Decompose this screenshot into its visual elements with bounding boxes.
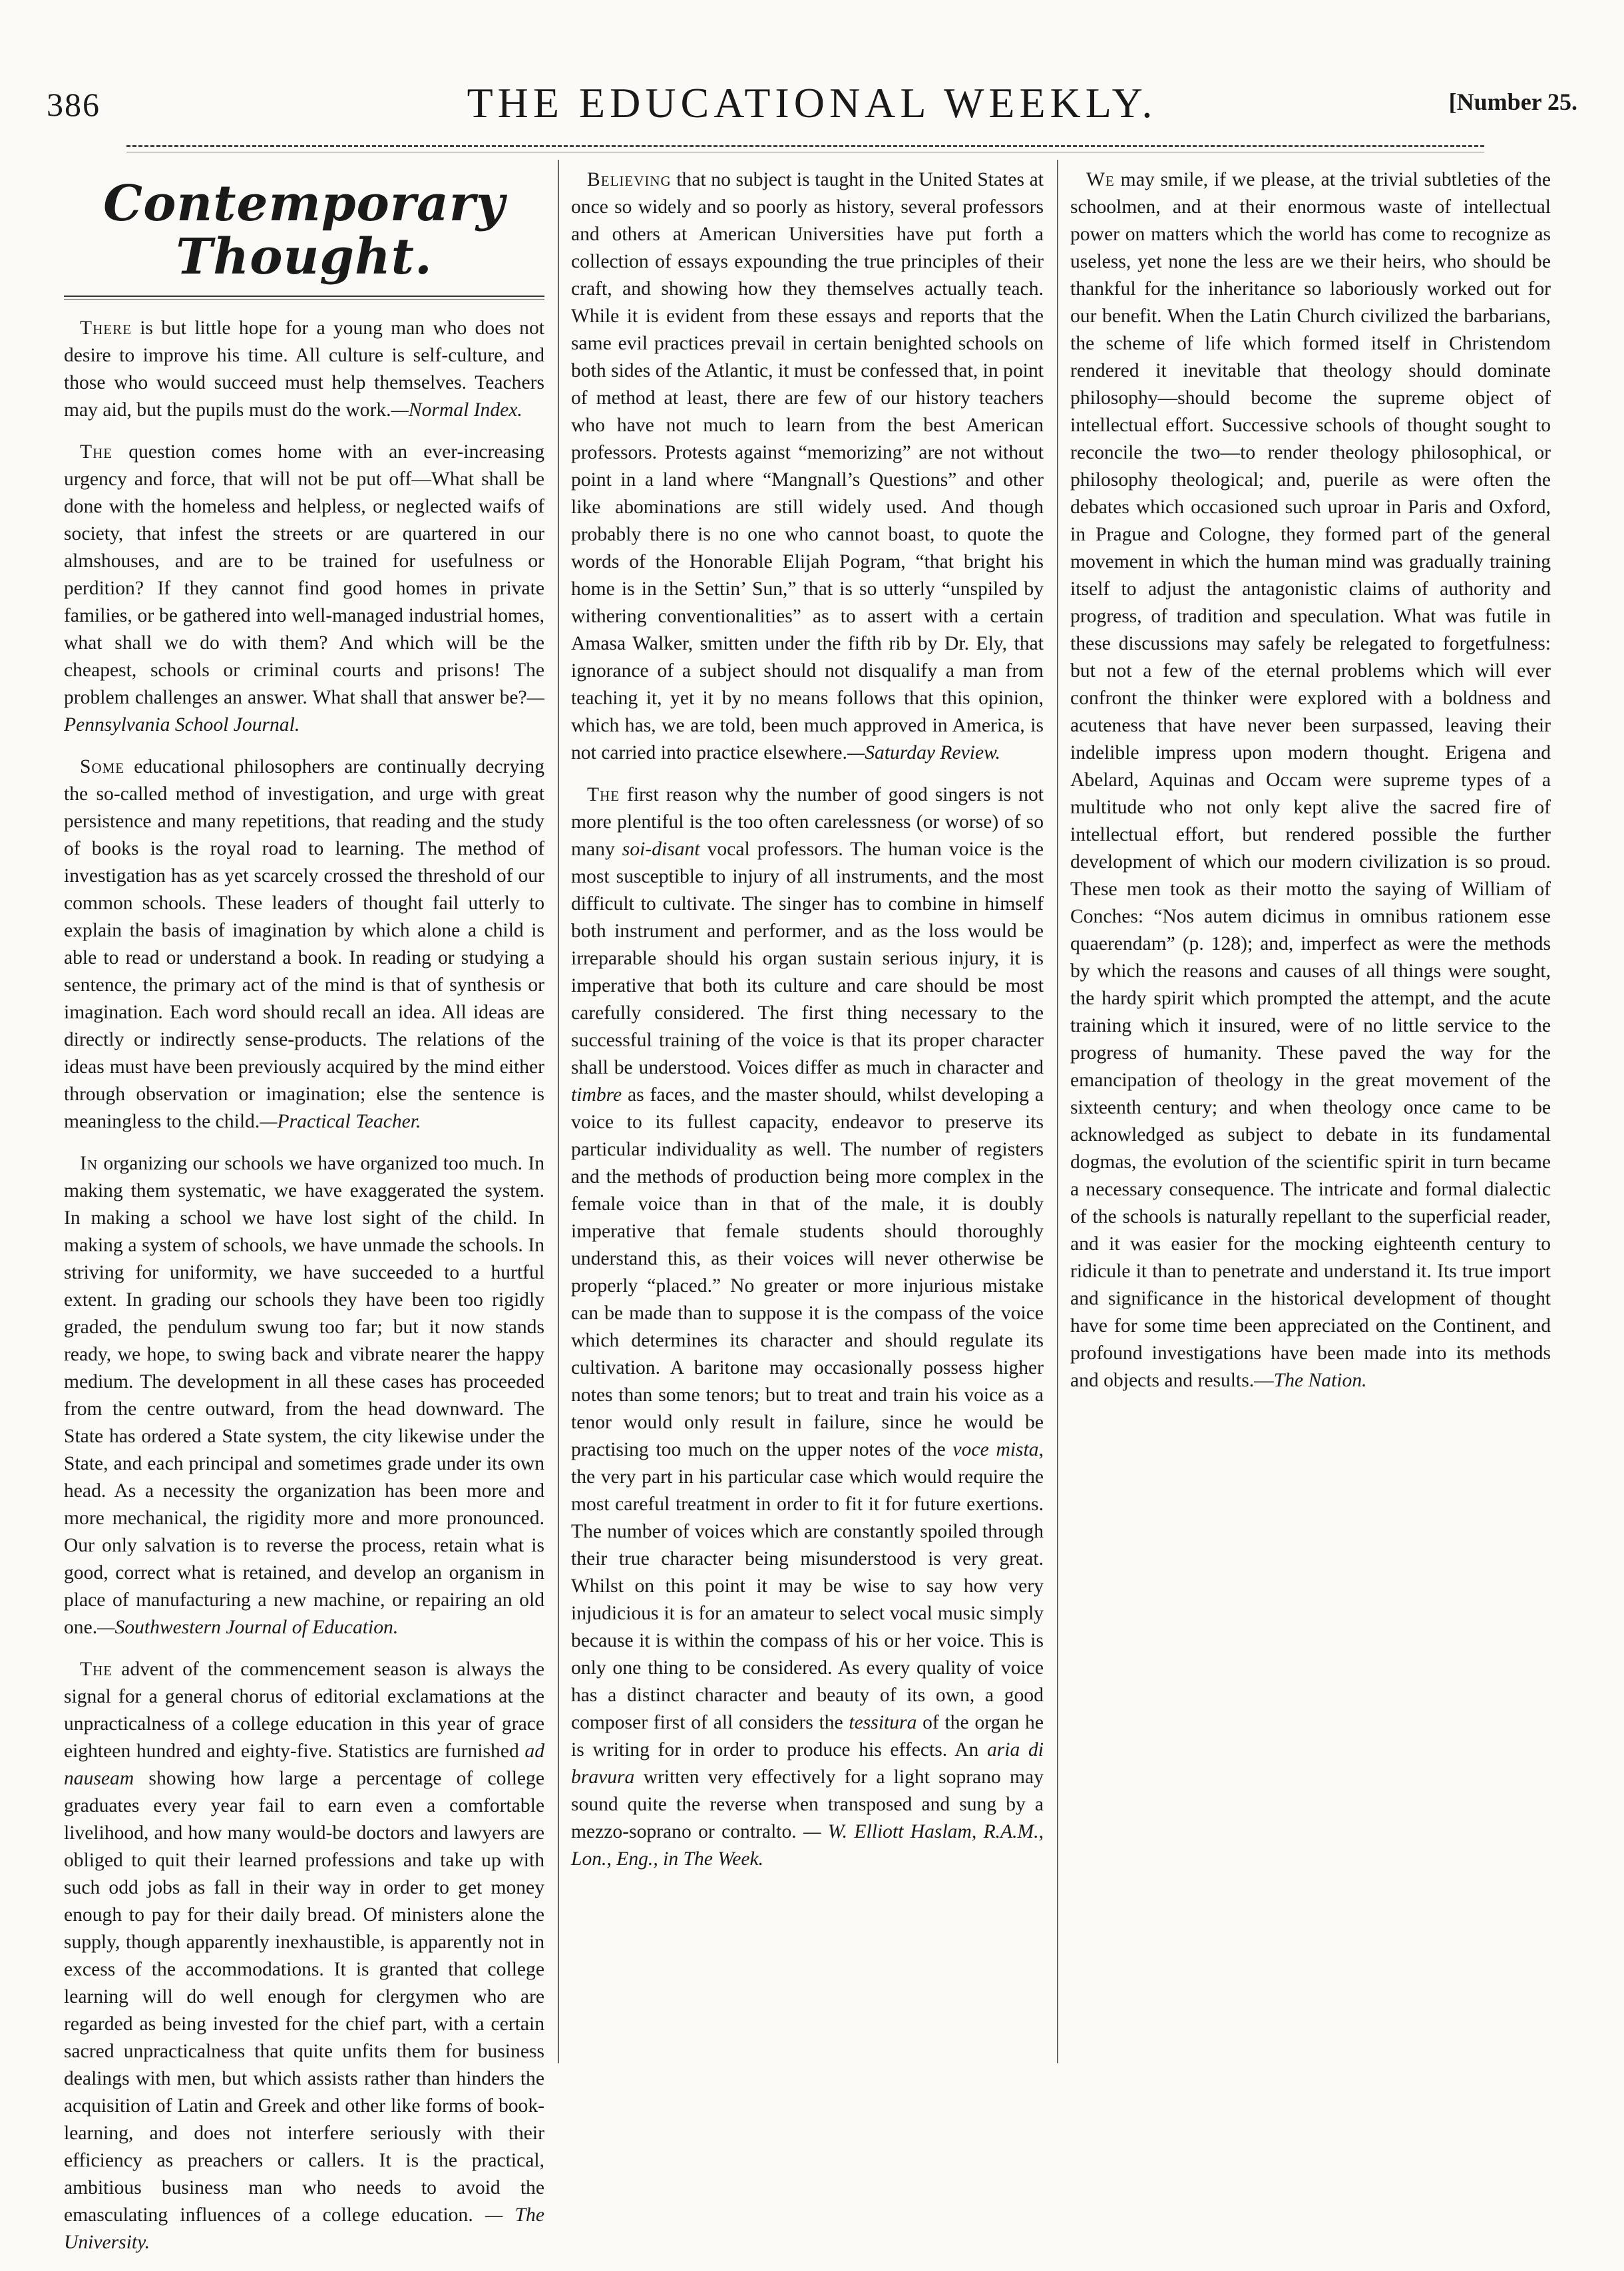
article-body-continued: , the very part in his particular case which would require the most careful treatment in order to fit it for future exertions. The number of voices which are constantly spoiled through their true character being misunderstood is very great. Whilst on this point it may be wise to say how very injudicious it is for an amateur to select vocal music simply because it is within the compass of his or her voice. This is only one thing to be considered. As every quality of voice has a distinct character and beauty of its own, a good composer first of all considers the: [571, 1439, 1044, 1733]
page-number: 386: [47, 86, 101, 123]
article-body-continued: as faces, and the master should, whilst developing a voice to its fullest capacity, endeavor to preserve its particular individuality as well. The number of registers and the methods of production being more complex in the female voice than in that of the male, it is doubly imperative that female students should thoroughly understand this, as their voices will never otherwise be properly “placed.” No greater or more injurious mistake can be made than to suppose it is the compass of the voice which determines its character and should regulate its cultivation. A baritone may occasionally possess higher notes than some tenors; but to treat and train his voice as a tenor would only result in failure, since he would be practising too much on the upper notes of the: [571, 1084, 1044, 1460]
column-3: [1070, 166, 1551, 1409]
article-body: question comes home with an ever-increasing urgency and force, that will not be put off—What shall be done with the homeless and helpless, or neglected waifs of society, that infest the streets or are quartered in our almshouses, and are to be trained for usefulness or perdition? If they cannot find good homes in private families, or be gathered into well-managed industrial homes, what shall we do with them? And which will be the cheapest, schools or criminal courts and prisons! The problem challenges an answer. What shall that answer be?: [64, 441, 544, 708]
article-body: advent of the commencement season is always the signal for a general chorus of editorial exclamations at the unpracticalness of a college education in this year of grace eighteen hundred and eighty-five. Statistics are furnished: [64, 1659, 544, 1762]
article-source: — The University.: [64, 2204, 544, 2253]
article-body: organizing our schools we have organized too much. In making them systematic, we have exaggerated the system. In making a school we have lost sight of the child. In making a system of schools, we have unmade the schools. In striving for uniformity, we have succeeded to a hurtful extent. In grading our schools they have been too rigidly graded, the pendulum swung too far; but it now stands ready, we hope, to swing back and vibrate nearer the happy medium. The development in all these cases has proceeded from the centre outward, from the head downward. The State has ordered a State system, the city likewise under the State, and each principal and sometimes grade under its own head. As a necessity the organization has been more and more mechanical, the rigidity more and more pronounced. Our only salvation is to reverse the process, retain what is good, correct what is retained, and develop an organism in place of manufacturing a new machine, or repairing an old one.: [64, 1153, 544, 1638]
column-2: [571, 166, 1044, 1888]
article-body: may smile, if we please, at the trivial subtleties of the schoolmen, and at their enormous waste of intellectual power on matters which the world has come to recognize as useless, yet none the less are we their heirs, who should be thankful for the inheritance so laboriously worked out for our benefit. When the Latin Church civilized the barbarians, the scheme of life which formed itself in Christendom rendered it inevitable that theology should dominate philosophy—should become the supreme object of intellectual effort. Successive schools of thought sought to reconcile the two—to render theology philosophical, or philosophy theological; and, puerile as were often the debates which occasioned such uproar in Paris and Oxford, in Prague and Cologne, they formed part of the general movement in which the human mind was gradually training itself to adjust the antagonistic claims of authority and progress, of tradition and speculation. What was futile in these discussions may safely be relegated to forgetfulness: but not a few of the eternal problems which will ever confront the thinker were explored with a boldness and acuteness that have never been surpassed, leaving their indelible impress upon modern thought. Erigena and Abelard, Aquinas and Occam were supreme types of a multitude who not only kept alive the sacred fire of intellectual effort, but rendered possible the further development of which our modern civilization is so proud. These men took as their motto the saying of William of Conches: “Nos autem dicimus in omnibus rationem esse quaerendam” (p. 128); and, imperfect as were the methods by which the reasons and causes of all things were sought, the hardy spirit which prompted the attempt, and the acute training which it insured, were of no little service to the progress of humanity. These paved the way for the emancipation of theology in the great movement of the sixteenth century; and when theology once came to be acknowledged as subject to debate in its fundamental dogmas, the evolution of the scientific spirit in turn became a necessary consequence. The intricate and formal dialectic of the schools is naturally repellant to the superficial reader, and it was easier for the mocking eighteenth century to ridicule it than to penetrate and understand it. Its true import and significance in the historical development of thought have for some time been appreciated on the Continent, and profound investigations have been made into its methods and objects and results.—: [1070, 169, 1551, 1391]
article-emphasis: soi-disant: [622, 839, 700, 860]
article-emphasis: voce mista: [952, 1439, 1039, 1460]
article-body: that no subject is taught in the United States at once so widely and so poorly as history, several professors and others at American Universities have put forth a collection of essays expounding the true principles of their craft, and showing how they themselves actually teach. While it is evident from these essays and reports that the same evil practices prevail in certain benighted schools on both sides of the Atlantic, it must be confessed that, in point of method at least, there are few of our history teachers who have not much to learn from the best American professors. Protests against “memorizing” are not without point in a land where “Mangnall’s Questions” and other like abominations are still widely used. And though probably there is no one who cannot boast, to quote the words of the Honorable Elijah Pogram, “that bright his home is in the Settin’ Sun,” that is so utterly “unspiled by withering conventionalities” as to assert with a certain Amasa Walker, smitten under the fifth rib by Dr. Ely, that ignorance of a subject should not disqualify a man from teaching it, yet it by no means follows that this opinion, which has, we are told, been much approved in America, is not carried into practice elsewhere.: [571, 169, 1044, 763]
article-homeless-waifs: [64, 439, 544, 739]
article-source: —Practical Teacher.: [260, 1111, 421, 1132]
article-emphasis: timbre: [571, 1084, 622, 1106]
article-emphasis: ad nauseam: [64, 1741, 544, 1789]
article-body: educational philosophers are continually decrying the so-called method of investigation, and urge with great persistence and many repetitions, that reading and the study of books is the royal road to learning. The method of investigation has as yet scarcely crossed the threshold of our common schools. These leaders of thought fail utterly to explain the basis of imagination by which alone a child is able to read or understand a book. In reading or studying a sentence, the primary act of the mind is that of synthesis or imagination. Each word should recall an idea. All ideas are directly or indirectly sense-products. The relations of the ideas must have been previously acquired by the mind either through observation or imagination; else the sentence is meaningless to the child.: [64, 756, 544, 1132]
article-source: —Southwestern Journal of Education.: [97, 1617, 399, 1638]
section-title: Contemporary Thought.: [103, 175, 505, 286]
title-rule: [64, 296, 544, 300]
article-lead: We: [1086, 169, 1115, 190]
journal-title: THE EDUCATIONAL WEEKLY.: [467, 79, 1157, 126]
article-good-singers: [571, 781, 1044, 1873]
article-source: — W. Elliott Haslam, R.A.M., Lon., Eng., in The Week.: [571, 1821, 1044, 1870]
article-schoolmen: [1070, 166, 1551, 1394]
article-lead: Believing: [587, 169, 672, 190]
article-body: is but little hope for a young man who does not desire to improve his time. All culture is self-culture, and those who would succeed must help themselves. Teachers may aid, but the pupils must do the work.: [64, 317, 544, 421]
article-source: —Normal Index.: [391, 399, 522, 421]
article-organizing-schools: [64, 1150, 544, 1641]
article-lead: The: [80, 441, 113, 463]
article-lead: The: [587, 784, 620, 805]
article-source: —Pennsylvania School Journal.: [64, 687, 544, 735]
column-divider: [1057, 160, 1058, 2063]
article-body-continued: of the organ he is writing for in order to produce his effects. An: [571, 1712, 1044, 1760]
article-source: The Nation.: [1273, 1370, 1367, 1391]
article-history-teaching: [571, 166, 1044, 767]
article-body-continued: showing how large a percentage of college graduates every year fail to earn even a comfortable livelihood, and how many would-be doctors and lawyers are obliged to quit their learned professions and take up with such odd jobs as fall in their way in order to get money enough to pay for their daily bread. Of ministers alone the supply, though apparently inexhaustible, is apparently not in excess of the accommodations. It is granted that college learning will do well enough for clergymen who are regarded as being invested for the chief part, with a certain sacred unpracticalness that quite unfits them for business dealings with men, but which assists rather than hinders the acquisition of Latin and Greek and other like forms of book-learning, and does not interfere seriously with their efficiency as preachers or callers. It is the practical, ambitious business man who needs to avoid the emasculating influences of a college education.: [64, 1768, 544, 2226]
article-method-of-investigation: [64, 753, 544, 1136]
article-lead: In: [80, 1153, 99, 1174]
article-self-culture: [64, 315, 544, 424]
article-lead: Some: [80, 756, 125, 777]
article-lead: The: [80, 1659, 113, 1680]
issue-number: [Number 25.: [1448, 89, 1577, 115]
header-rule: [126, 145, 1484, 147]
article-emphasis: tessitura: [849, 1712, 917, 1733]
article-commencement-season: [64, 1656, 544, 2256]
article-body: first reason why the number of good singers is not more plentiful is the too often carelessness (or worse) of so many: [571, 784, 1044, 860]
article-body-continued: vocal professors. The human voice is the most susceptible to injury of all instruments, and the most difficult to cultivate. The singer has to combine in himself both instrument and performer, and as the loss would be irreparable should his organ sustain serious injury, it is imperative that both its culture and care should be most carefully considered. The first thing necessary to the successful training of the voice is that its proper character shall be understood. Voices differ as much in character and: [571, 839, 1044, 1078]
article-lead: There: [80, 317, 132, 339]
article-emphasis: aria di bravura: [571, 1739, 1044, 1788]
column-1: [64, 166, 544, 2271]
article-source: —Saturday Review.: [847, 742, 1001, 763]
article-body-continued: written very effectively for a light soprano may sound quite the reverse when transposed and sung by a mezzo-soprano or contralto.: [571, 1766, 1044, 1842]
column-divider: [558, 160, 559, 2063]
running-head: [47, 79, 1577, 138]
